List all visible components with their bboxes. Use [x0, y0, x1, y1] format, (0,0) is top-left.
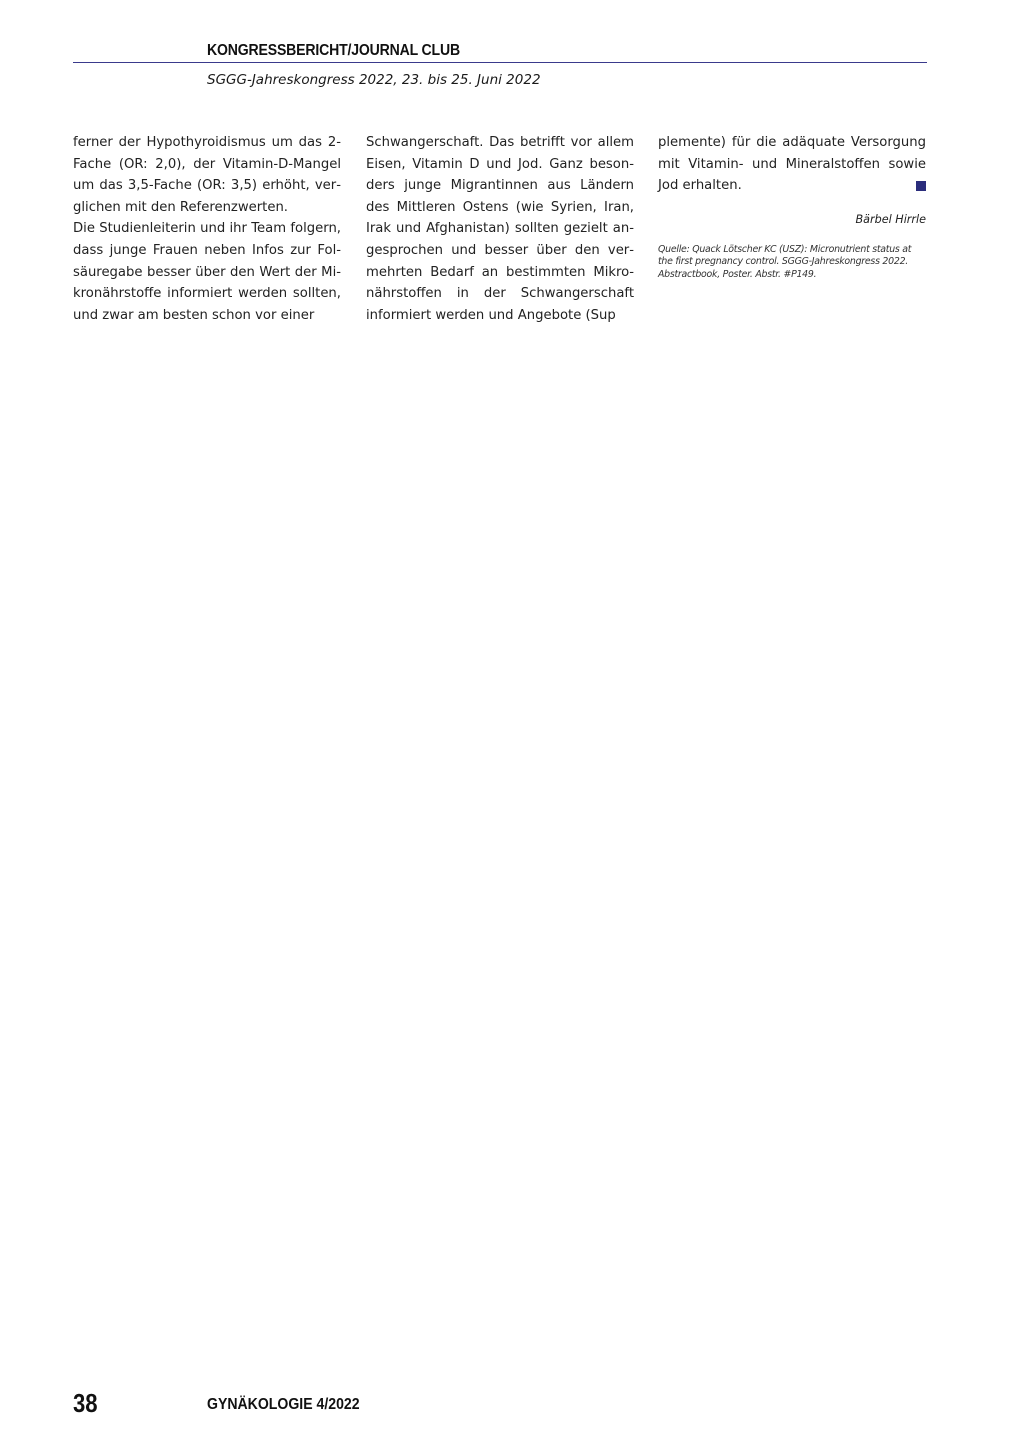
congress-subtitle: SGGG-Jahreskongress 2022, 23. bis 25. Juni 2022: [207, 72, 541, 88]
paragraph: Die Studienleiterin und ihr Team folgern, dass junge Frauen neben Infos zur Folsäuregabe besser über den Wert der Mikronährstoffe informiert werden sollten, und zwar am besten schon vor einer: [73, 221, 341, 323]
author-name: Bärbel Hirrle: [855, 212, 926, 226]
source-citation: Quelle: Quack Lötscher KC (USZ): Micronutrient status at the first pregnancy control. SGGG-Jahreskongress 2022. Abstractbook, Poster. Abstr. #P149.: [658, 243, 912, 280]
header-divider: [73, 62, 927, 63]
paragraph: ferner der Hypothyroidismus um das 2-Fache (OR: 2,0), der Vitamin-D-Mangel um das 3,5-Fache (OR: 3,5) erhöht, verglichen mit den Referenzwerten.: [73, 135, 341, 215]
section-title: KONGRESSBERICHT/JOURNAL CLUB: [207, 42, 460, 59]
article-column-2: [366, 132, 634, 326]
paragraph: Schwangerschaft. Das betrifft vor allem Eisen, Vitamin D und Jod. Ganz besonders junge Migrantinnen aus Ländern des Mittleren Ostens (wie Syrien, Iran, Irak und Afghanistan) sollten gezielt angesprochen und besser über den vermehrten Bedarf an bestimmten Mikronährstoffen in der Schwangerschaft informiert werden und Angebote (Sup: [366, 135, 634, 323]
paragraph-text: plemente) für die adäquate Versorgung mit Vitamin- und Mineralstoffen sowie Jod erhalten.: [658, 135, 926, 194]
end-of-article-square-icon: [916, 181, 926, 191]
journal-issue: GYNÄKOLOGIE 4/2022: [207, 1396, 360, 1413]
article-column-3: [658, 132, 926, 281]
page-number: 38: [73, 1388, 98, 1418]
article-column-1: [73, 132, 341, 326]
paragraph: [658, 132, 926, 197]
